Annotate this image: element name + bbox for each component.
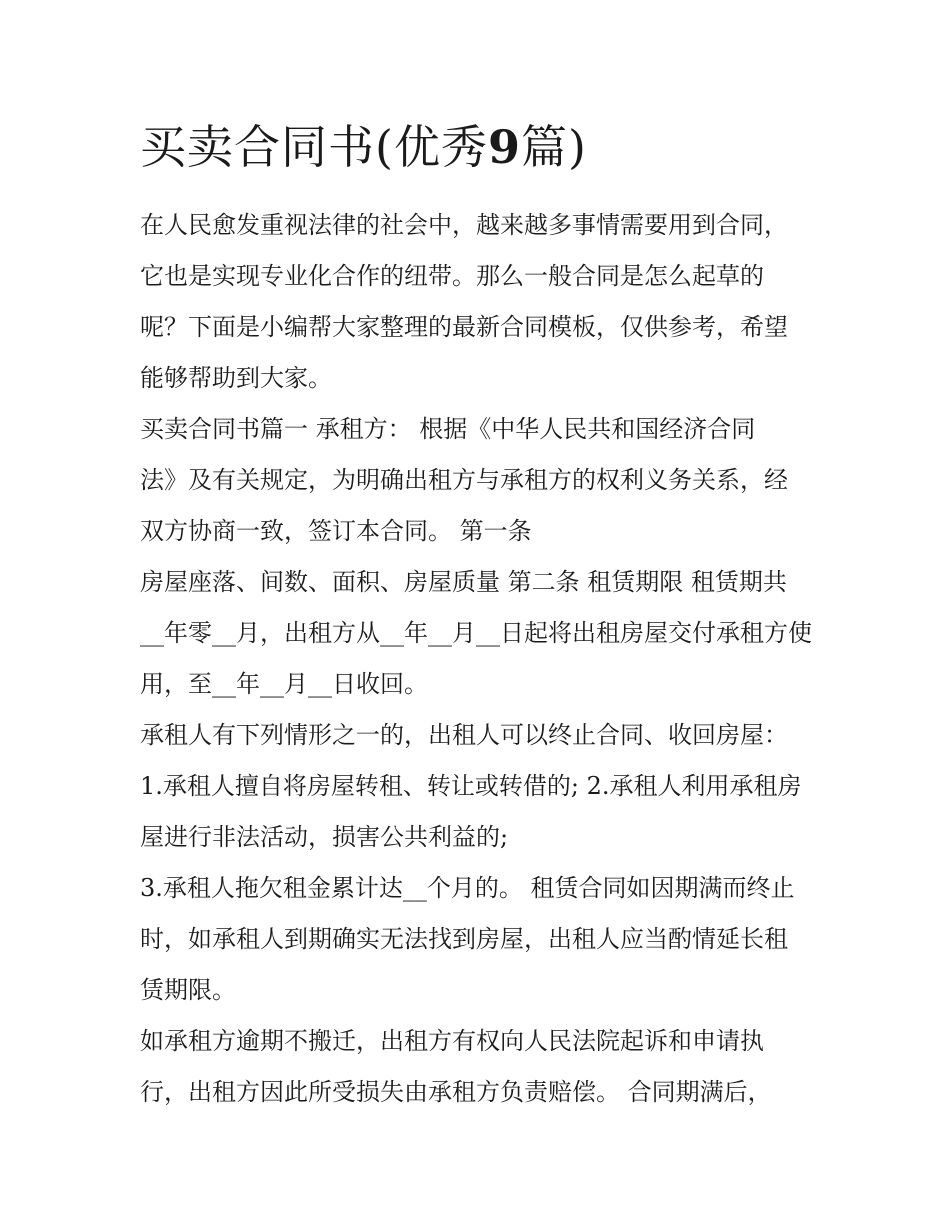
body-line: 如承租方逾期不搬迁，出租方有权向人民法院起诉和申请执 bbox=[140, 1027, 764, 1055]
body-line: 用，至__年__月__日收回。 bbox=[140, 670, 428, 698]
title-prefix: 买卖合同书(优秀 bbox=[140, 120, 488, 174]
body-line: 法》及有关规定，为明确出租方与承租方的权利义务关系，经 bbox=[140, 466, 788, 494]
body-line: 呢？下面是小编帮大家整理的最新合同模板，仅供参考，希望 bbox=[140, 313, 788, 341]
document-body bbox=[140, 200, 815, 1118]
body-line: 赁期限。 bbox=[140, 976, 236, 1004]
body-line: 3.承租人拖欠租金累计达__个月的。 租赁合同如因期满而终止 bbox=[140, 874, 795, 902]
body-line: 在人民愈发重视法律的社会中，越来越多事情需要用到合同， bbox=[140, 211, 788, 239]
body-line: 时，如承租人到期确实无法找到房屋，出租人应当酌情延长租 bbox=[140, 925, 788, 953]
body-line: 1.承租人擅自将房屋转租、转让或转借的; 2.承租人利用承租房 bbox=[140, 772, 802, 800]
body-line: 它也是实现专业化合作的纽带。那么一般合同是怎么起草的 bbox=[140, 262, 764, 290]
document-title bbox=[140, 116, 587, 178]
body-line: 买卖合同书篇一 承租方： 根据《中华人民共和国经济合同 bbox=[140, 415, 756, 443]
body-line: 双方协商一致，签订本合同。 第一条 bbox=[140, 517, 532, 545]
body-line: 房屋座落、间数、面积、房屋质量 第二条 租赁期限 租赁期共 bbox=[140, 568, 787, 596]
title-number: 9 bbox=[487, 120, 521, 174]
body-line: __年零__月，出租方从__年__月__日起将出租房屋交付承租方使 bbox=[140, 619, 812, 647]
body-line: 能够帮助到大家。 bbox=[140, 364, 332, 392]
body-line: 行，出租方因此所受损失由承租方负责赔偿。 合同期满后， bbox=[140, 1078, 772, 1106]
title-suffix: 篇) bbox=[520, 120, 587, 174]
body-line: 屋进行非法活动，损害公共利益的; bbox=[140, 823, 509, 851]
body-line: 承租人有下列情形之一的，出租人可以终止合同、收回房屋： bbox=[140, 721, 788, 749]
